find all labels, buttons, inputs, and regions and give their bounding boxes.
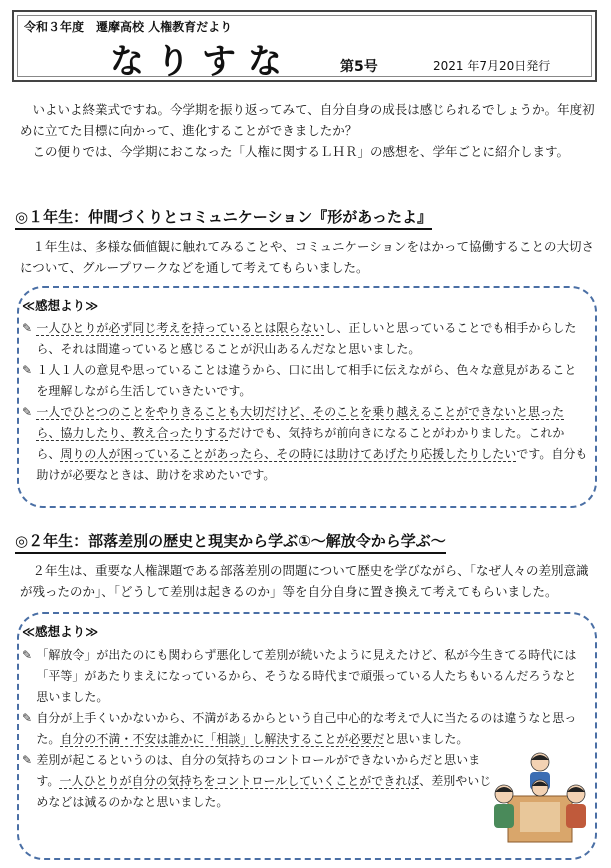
section2-description	[20, 560, 595, 602]
section2-title: ◎２年生：部落差別の歴史と現実から学ぶ①～解放令から学ぶ～	[15, 530, 446, 554]
comment-text: だけでも、気持ちが前向きになることがわかりました。これから、	[36, 426, 565, 461]
pencil-icon: ✎	[22, 405, 33, 419]
group-discussion-illustration	[490, 748, 590, 848]
issue-date: 2021 年7月20日発行	[433, 59, 551, 73]
section1-desc-text: １年生は、多様な価値観に触れてみることや、コミュニケーションをはかって協働することの大切さについて、グループワークなどを通して考えてもらいました。	[20, 239, 595, 275]
section2-desc-text: ２年生は、重要な人権課題である部落差別の問題について歴史を学びながら、「なぜ人々の差別意識が残ったのか」、「どうして差別は起きるのか」等を自分自身に置き換えて考えてもらいました。	[20, 563, 589, 599]
underlined-text: 一人でひとつのことをやりきることも大切だけど、そのことを乗り越えることができないと思ったら、協力したり、教え合ったりする	[36, 405, 565, 440]
intro-paragraph-2: この便りでは、今学期におこなった「人権に関するＬＨＲ」の感想を、学年ごとに紹介します。	[32, 144, 570, 159]
pencil-icon: ✎	[22, 711, 33, 725]
intro-text	[20, 99, 595, 162]
comment-item	[22, 402, 588, 486]
comment-item	[22, 318, 588, 360]
section2-comments-heading: ≪感想より≫	[22, 624, 99, 639]
comment-text: し、正しいと思っていることでも相手からしたら、それは間違っていると感じることが沢山あるんだなと思いました。	[36, 321, 577, 356]
pencil-icon: ✎	[22, 648, 33, 662]
comment-item	[22, 750, 491, 813]
issue-number: 第5号	[340, 59, 378, 75]
comment-text: 「解放令」が出たのにも関わらず悪化して差別が続いたように見えたけど、私が今生きてる時代には「平等」があたりまえになっているから、そうなる時代まで頑張っている人たちもいるんだろうなと思いました。	[36, 648, 577, 704]
pencil-icon: ✎	[22, 321, 33, 335]
pencil-icon: ✎	[22, 753, 33, 767]
intro-paragraph-1: いよいよ終業式ですね。今学期を振り返ってみて、自分自身の成長は感じられるでしょうか。年度初めに立てた目標に向かって、進化することができましたか？	[20, 102, 595, 138]
comment-text: です。自分も助けが必要なときは、助けを求めたいです。	[36, 447, 588, 482]
pencil-icon: ✎	[22, 363, 33, 377]
section1-description	[20, 236, 595, 278]
comment-item	[22, 360, 588, 402]
header-school-line: 令和３年度 遷摩高校 人権教育だより	[24, 20, 233, 34]
section1-comments	[22, 318, 588, 486]
comment-text: 、差別やいじめなどは減るのかなと思いました。	[36, 774, 492, 809]
underlined-text: 一人ひとりが自分の気持ちをコントロールしていくことができれば	[59, 774, 420, 788]
newsletter-header	[12, 10, 597, 82]
underlined-text: 周りの人が困っていることがあったら、その時には助けてあげたり応援したりしたい	[60, 447, 517, 461]
comment-item	[22, 708, 582, 750]
comment-text: 差別が起こるというのは、自分の気持ちのコントロールができないからだと思います。	[36, 753, 481, 788]
comment-text: と思いました。	[384, 732, 469, 746]
comment-text: １人１人の意見や思っていることは違うから、口に出して相手に伝えながら、色々な意見があることを理解しながら生活していきたいです。	[36, 363, 577, 398]
comment-text: 自分が上手くいかないから、不満があるからという自己中心的な考えで人に当たるのは違うなと思った。	[36, 711, 577, 746]
newsletter-title: なりすな	[110, 42, 294, 82]
section1-title: ◎１年生：仲間づくりとコミュニケーション『形があったよ』	[15, 206, 432, 230]
underlined-text: 一人ひとりが必ず同じ考えを持っているとは限らない	[36, 321, 325, 335]
underlined-text: 自分の不満・不安は誰かに「相談」し解決することが必要だ	[60, 732, 385, 746]
comment-item	[22, 645, 582, 708]
section1-comments-heading: ≪感想より≫	[22, 298, 99, 313]
